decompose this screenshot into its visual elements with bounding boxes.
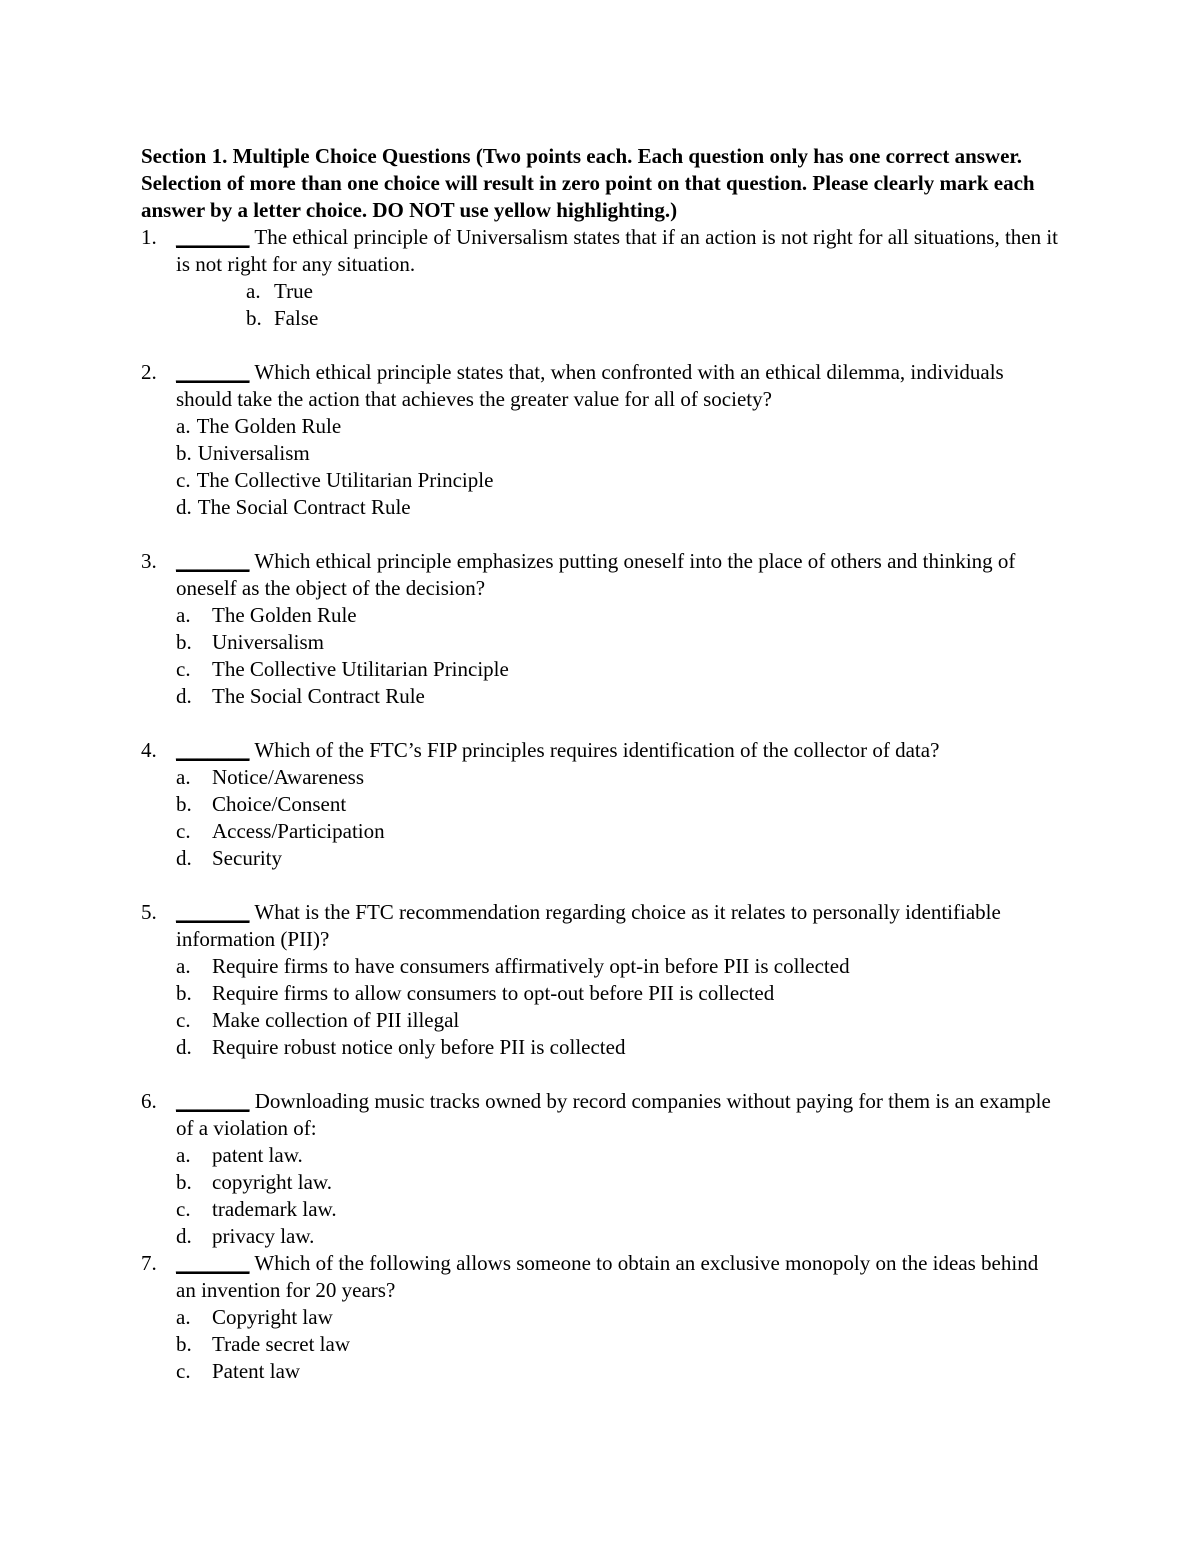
option-b [176, 791, 1061, 818]
options-list [141, 413, 1061, 521]
option-text: Copyright law [212, 1305, 333, 1329]
option-a [176, 602, 1061, 629]
question-1 [141, 224, 1061, 332]
option-b [176, 1169, 1061, 1196]
options-list [141, 1142, 1061, 1250]
answer-blank: _______ [176, 360, 250, 384]
option-b [176, 980, 1061, 1007]
question-2 [141, 359, 1061, 521]
option-letter: c. [176, 657, 191, 681]
question-stem [141, 359, 1061, 413]
option-text: Require firms to allow consumers to opt-out before PII is collected [212, 981, 775, 1005]
question-stem [141, 224, 1061, 278]
option-c [176, 818, 1061, 845]
option-c [176, 1358, 1061, 1385]
option-b [176, 629, 1061, 656]
option-text: Security [212, 846, 282, 870]
option-letter: c. [176, 1197, 191, 1221]
option-b [176, 1331, 1061, 1358]
option-letter: a. [176, 1305, 191, 1329]
option-text: Patent law [212, 1359, 301, 1383]
options-list [141, 602, 1061, 710]
option-c [176, 1196, 1061, 1223]
option-text: The Golden Rule [196, 414, 342, 438]
option-text: Trade secret law [212, 1332, 351, 1356]
question-number: 2. [141, 360, 157, 384]
option-letter: d. [176, 1035, 192, 1059]
option-letter: b. [176, 630, 192, 654]
question-number: 5. [141, 900, 157, 924]
option-letter: a. [246, 279, 261, 303]
question-6 [141, 1088, 1061, 1250]
option-a [176, 1142, 1061, 1169]
option-letter: d. [176, 495, 192, 519]
option-text: Universalism [212, 630, 324, 654]
question-stem [141, 899, 1061, 953]
question-stem [141, 548, 1061, 602]
answer-blank: _______ [176, 1251, 250, 1275]
option-letter: d. [176, 846, 192, 870]
options-list [141, 953, 1061, 1061]
option-text: The Social Contract Rule [197, 495, 411, 519]
option-letter: c. [176, 1359, 191, 1383]
option-d [176, 494, 1061, 521]
option-text: The Golden Rule [212, 603, 357, 627]
answer-blank: _______ [176, 549, 250, 573]
section-heading: Section 1. Multiple Choice Questions (Two points each. Each question only has one correct answer. Selection of more than one choice will result in zero point on that question. Please clearly mark each answer by a letter choice. DO NOT use yellow highlighting.) [141, 144, 1035, 222]
question-number: 1. [141, 225, 157, 249]
option-letter: c. [176, 819, 191, 843]
option-b [141, 305, 1061, 332]
option-a [176, 953, 1061, 980]
option-text: Choice/Consent [212, 792, 347, 816]
question-3 [141, 548, 1061, 710]
question-number: 6. [141, 1089, 157, 1113]
answer-blank: _______ [176, 1089, 250, 1113]
option-d [176, 683, 1061, 710]
option-d [176, 1034, 1061, 1061]
question-text: Which ethical principle emphasizes putting oneself into the place of others and thinking of oneself as the object of the decision? [176, 549, 1016, 600]
option-text: Require firms to have consumers affirmatively opt-in before PII is collected [212, 954, 850, 978]
option-letter: b. [176, 1332, 192, 1356]
option-text: The Social Contract Rule [212, 684, 425, 708]
option-text: Universalism [197, 441, 310, 465]
question-number: 3. [141, 549, 157, 573]
option-text: The Collective Utilitarian Principle [212, 657, 509, 681]
question-stem [141, 737, 1061, 764]
option-text: Notice/Awareness [212, 765, 365, 789]
option-letter: b. [176, 441, 192, 465]
option-b [176, 440, 1061, 467]
option-text: The Collective Utilitarian Principle [196, 468, 494, 492]
exam-page [141, 143, 1061, 1385]
option-text: trademark law. [212, 1197, 337, 1221]
option-letter: b. [176, 981, 192, 1005]
option-letter: a. [176, 765, 191, 789]
option-letter: a. [176, 603, 191, 627]
question-text: Downloading music tracks owned by record companies without paying for them is an example of a violation of: [176, 1089, 1051, 1140]
option-letter: c. [176, 1008, 191, 1032]
answer-blank: _______ [176, 900, 250, 924]
option-letter: b. [246, 306, 262, 330]
option-c [176, 656, 1061, 683]
option-text: privacy law. [212, 1224, 315, 1248]
option-text: copyright law. [212, 1170, 332, 1194]
option-text: Make collection of PII illegal [212, 1008, 460, 1032]
answer-blank: _______ [176, 225, 250, 249]
question-stem [141, 1088, 1061, 1142]
question-stem [141, 1250, 1061, 1304]
question-text: The ethical principle of Universalism states that if an action is not right for all situations, then it is not right for any situation. [176, 225, 1059, 276]
question-number: 4. [141, 738, 157, 762]
option-letter: b. [176, 792, 192, 816]
option-a [141, 278, 1061, 305]
option-a [176, 1304, 1061, 1331]
question-7 [141, 1250, 1061, 1385]
option-text: patent law. [212, 1143, 303, 1167]
option-letter: d. [176, 684, 192, 708]
option-text: True [274, 279, 313, 303]
option-letter: a. [176, 414, 191, 438]
options-list [141, 764, 1061, 872]
option-text: Access/Participation [212, 819, 385, 843]
options-list [141, 278, 1061, 332]
options-list [141, 1304, 1061, 1385]
option-d [176, 845, 1061, 872]
option-a [176, 413, 1061, 440]
option-letter: c. [176, 468, 191, 492]
option-letter: d. [176, 1224, 192, 1248]
question-number: 7. [141, 1251, 157, 1275]
option-c [176, 1007, 1061, 1034]
option-c [176, 467, 1061, 494]
option-a [176, 764, 1061, 791]
option-letter: a. [176, 1143, 191, 1167]
option-text: Require robust notice only before PII is collected [212, 1035, 626, 1059]
answer-blank: _______ [176, 738, 250, 762]
question-4 [141, 737, 1061, 872]
question-text: What is the FTC recommendation regarding choice as it relates to personally identifiable information (PII)? [176, 900, 1001, 951]
question-text: Which of the FTC’s FIP principles requires identification of the collector of data? [254, 738, 940, 762]
question-text: Which of the following allows someone to obtain an exclusive monopoly on the ideas behind an invention for 20 years? [176, 1251, 1039, 1302]
option-text: False [274, 306, 319, 330]
option-d [176, 1223, 1061, 1250]
question-5 [141, 899, 1061, 1061]
question-text: Which ethical principle states that, when confronted with an ethical dilemma, individuals should take the action that achieves the greater value for all of society? [176, 360, 1004, 411]
option-letter: b. [176, 1170, 192, 1194]
option-letter: a. [176, 954, 191, 978]
